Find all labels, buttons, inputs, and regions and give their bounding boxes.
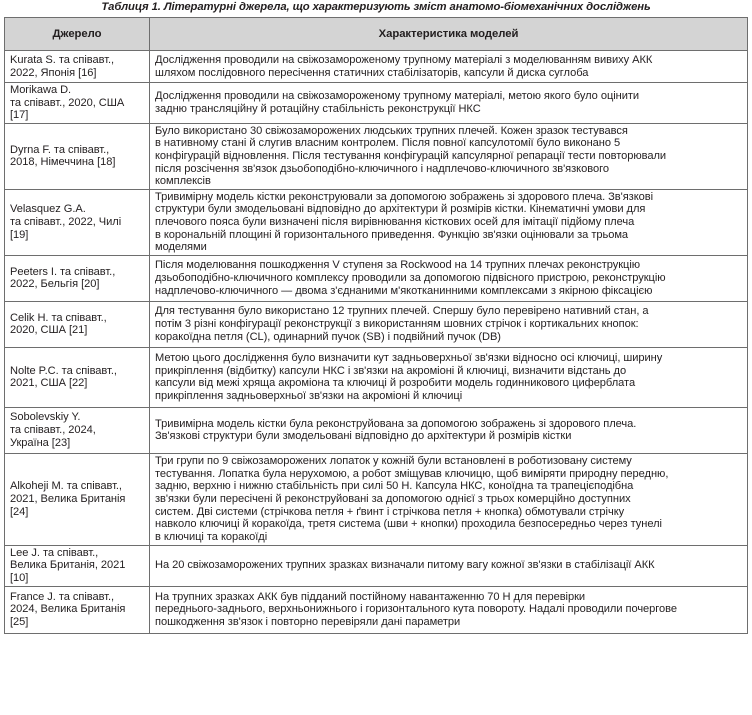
- description-line: капсули від межі хряща акроміона та ключиці й розробити модель годинникового циферблата: [155, 377, 636, 390]
- table-row: [5, 407, 748, 453]
- description-cell: [150, 255, 748, 301]
- source-line: Lee J. та співавт.,: [10, 546, 99, 559]
- description-line: в ключиці та коракоїді: [155, 530, 268, 543]
- description-line: після розсічення зв'язок дзьобоподібно-ключичного і надплечово-ключичного зв'язкового: [155, 162, 609, 175]
- source-cell: [5, 347, 150, 407]
- source-line: Sobolevskiy Y.: [10, 411, 81, 424]
- literature-table: [4, 17, 748, 634]
- table-row: [5, 453, 748, 545]
- source-line: Peeters I. та співавт.,: [10, 265, 116, 278]
- description-line: тестування. Лопатка була нерухомою, а робот зміщував ключицю, щоб виміряти природну передню,: [155, 467, 669, 480]
- column-header-source: Джерело: [5, 18, 150, 51]
- source-cell: [5, 255, 150, 301]
- table-row: [5, 51, 748, 83]
- source-line: [17]: [10, 109, 29, 122]
- source-cell: [5, 123, 150, 189]
- source-line: та співавт., 2024,: [10, 423, 96, 436]
- description-line: Для тестування було використано 12 трупних плечей. Спершу було перевірено нативний стан, а: [155, 305, 649, 318]
- column-header-description: Характеристика моделей: [150, 18, 748, 51]
- description-line: Було використано 30 свіжозаморожених людських трупних плечей. Кожен зразок тестувався: [155, 124, 628, 137]
- description-line: Метою цього дослідження було визначити кут задньоверхньої зв'язки відносно осі ключиці, ширину: [155, 352, 663, 365]
- source-cell: [5, 83, 150, 124]
- source-line: 2020, США [21]: [10, 324, 88, 337]
- description-line: На трупних зразках АКК був підданий постійному навантаженню 70 Н для перевірки: [155, 590, 586, 603]
- description-cell: [150, 83, 748, 124]
- description-line: конфігурацій відновлення. Після тестування конфігурацій капсулярної репарації тести повторювали: [155, 149, 667, 162]
- description-cell: [150, 407, 748, 453]
- description-line: плечового пояса були визначені після вирівнювання кісткових осей для імітації підйому плеча: [155, 215, 635, 228]
- description-line: потім 3 різні конфігурації реконструкції з використанням шовних стрічок і кортикальних кнопок:: [155, 317, 639, 330]
- table-caption: Таблиця 1. Літературні джерела, що характеризують зміст анатомо-біомеханічних досліджень: [101, 1, 651, 13]
- source-line: [24]: [10, 505, 29, 518]
- source-line: [25]: [10, 615, 29, 628]
- description-line: надплечово-ключичного — двома з'єднаними м'якотканинними комплексами з якірною фіксацією: [155, 284, 653, 297]
- source-line: Nolte P.C. та співавт.,: [10, 364, 117, 377]
- description-line: зв'язки були пересічені й реконструйовані за допомогою однієї з трьох комерційно доступних: [155, 492, 631, 505]
- source-line: [19]: [10, 228, 29, 241]
- table-row: [5, 255, 748, 301]
- description-line: комплексів: [155, 175, 211, 188]
- table-row: [5, 347, 748, 407]
- description-cell: [150, 545, 748, 586]
- description-cell: [150, 51, 748, 83]
- source-line: Celik H. та співавт.,: [10, 311, 107, 324]
- source-cell: [5, 545, 150, 586]
- source-line: Україна [23]: [10, 436, 71, 449]
- description-line: в корональній площині й горизонтального приведення. Функцію зв'язки оцінювали за трьома: [155, 228, 629, 241]
- table-row: [5, 545, 748, 586]
- description-line: пошкодження зв'язок і повторно перевіряли дані параметри: [155, 615, 461, 628]
- source-line: 2022, Японія [16]: [10, 66, 97, 79]
- source-line: 2021, США [22]: [10, 377, 88, 390]
- description-line: задню, верхню і нижню стабільність при силі 50 Н. Капсула НКС, коноїдна та трапецієподібна: [155, 480, 634, 493]
- description-cell: [150, 347, 748, 407]
- description-line: Зв'язкові структури були змодельовані відповідно до архітектури й розмірів кістки: [155, 430, 572, 443]
- source-cell: [5, 51, 150, 83]
- source-line: та співавт., 2020, США: [10, 96, 125, 109]
- description-cell: [150, 453, 748, 545]
- source-line: 2024, Велика Британія: [10, 603, 126, 616]
- description-line: прикріплення (відбитку) капсули НКС і зв'язки на акромioні й ключиці, визначити відстань до: [155, 364, 627, 377]
- description-line: Три групи по 9 свіжозаморожених лопаток у кожній були встановлені в роботизовану систему: [155, 455, 632, 468]
- description-line: Після моделювання пошкодження V ступеня за Rockwood на 14 трупних плечах реконструкцію: [155, 259, 641, 272]
- description-line: структури були змодельовані відповідно до архітектури й розмірів кістки. Кінематичні умови для: [155, 203, 646, 216]
- description-line: систем. Дві системи (стрічкова петля + ґвинт і стрічкова петля + кнопка) обмотували стрічку: [155, 505, 625, 518]
- source-cell: [5, 407, 150, 453]
- table-row: [5, 301, 748, 347]
- table-row: [5, 123, 748, 189]
- source-cell: [5, 453, 150, 545]
- source-cell: [5, 586, 150, 633]
- description-line: Дослідження проводили на свіжозамороженому трупному матеріалі, метою якого було оцінити: [155, 90, 640, 103]
- source-line: Dyrna F. та співавт.,: [10, 143, 110, 156]
- description-line: коракоїдна петля (CL), одинарний пучок (SB) і подвійний пучок (DB): [155, 330, 501, 343]
- description-line: Тривимірна модель кістки була реконструйована за допомогою зображень зі здорового плеча.: [155, 417, 637, 430]
- description-line: На 20 свіжозаморожених трупних зразках визначали питому вагу кожної зв'язки в стабілізації АКК: [155, 559, 655, 572]
- source-line: 2021, Велика Британія: [10, 492, 126, 505]
- description-line: Тривимірну модель кістки реконструювали за допомогою зображень зі здорового плеча. Зв'язкові: [155, 190, 654, 203]
- source-line: Morikawa D.: [10, 84, 72, 96]
- table-header-row: [5, 18, 748, 51]
- description-cell: [150, 586, 748, 633]
- description-line: переднього-заднього, верхньонижнього і горизонтального кута повороту. Надалі проводили почергове: [155, 603, 678, 616]
- source-line: 2018, Німеччина [18]: [10, 156, 116, 169]
- table-row: [5, 189, 748, 255]
- source-line: [10]: [10, 571, 29, 584]
- table-row: [5, 586, 748, 633]
- description-line: моделями: [155, 241, 207, 254]
- description-line: Дослідження проводили на свіжозамороженому трупному матеріалі з моделюванням вивиху АКК: [155, 53, 653, 66]
- source-line: 2022, Бельгія [20]: [10, 278, 100, 291]
- table-row: [5, 83, 748, 124]
- description-line: задню трансляційну й ротаційну стабільність реконструкції НКС: [155, 102, 481, 115]
- source-line: Velasquez G.A.: [10, 203, 86, 216]
- source-line: Kurata S. та співавт.,: [10, 53, 115, 66]
- description-line: прикріплення задньоверхньої зв'язки на акроміоні й ключиці: [155, 389, 463, 402]
- source-line: Велика Британія, 2021: [10, 559, 126, 572]
- description-line: в нативному стані й слугив власним контролем. Після повної капсулотомії було виконано 5: [155, 137, 621, 150]
- description-line: навколо ключиці й коракоїда, третя система (шви + кнопки) проходила безпосередньо через тунелі: [155, 518, 662, 531]
- source-line: France J. та співавт.,: [10, 590, 115, 603]
- source-line: Alkoheji M. та співавт.,: [10, 480, 122, 493]
- description-line: дзьобоподібно-ключичного комплексу проводили за допомогою підвісного пристрою, реконструкцію: [155, 271, 666, 284]
- source-cell: [5, 301, 150, 347]
- description-cell: [150, 301, 748, 347]
- source-cell: [5, 189, 150, 255]
- source-line: та співавт., 2022, Чилі: [10, 215, 122, 228]
- description-cell: [150, 189, 748, 255]
- description-cell: [150, 123, 748, 189]
- description-line: шляхом послідовного пересічення статичних стабілізаторів, капсули й диска суглоба: [155, 66, 589, 79]
